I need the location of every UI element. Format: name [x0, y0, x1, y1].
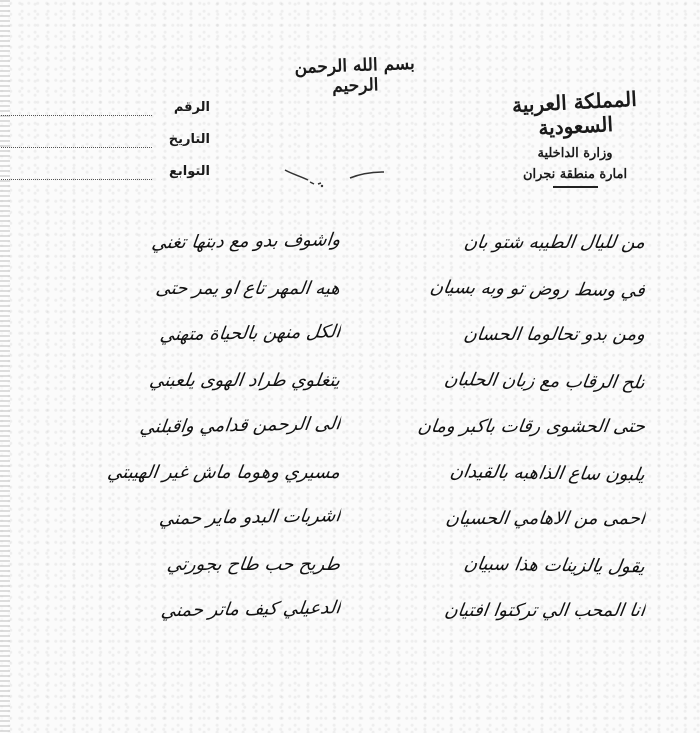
meta-dotted-line [0, 115, 152, 116]
verse-line: واشوف بدو مع دبتها تغني [150, 229, 342, 254]
verse-line: احمى من الاهامي الحسيان [444, 508, 647, 529]
verse-column-left [20, 220, 340, 634]
verse-line: اشربات البدو ماير حمني [158, 505, 342, 530]
verse-line: حتى الحشوى رقات باكبر ومان [416, 416, 647, 437]
letterhead-underline [553, 186, 598, 188]
verse-line: تلح الرقاب مع زبان الحلبان [442, 368, 647, 394]
basmala-heading: بسم الله الرحمن الرحيم [294, 53, 416, 97]
verse-line: في وسط روض تو وبه بسيان [428, 276, 647, 302]
verse-line: الدعيلي كيف ماتر حمني [159, 597, 342, 622]
scan-edge-artifact [0, 0, 10, 733]
meta-label: الرقم [173, 100, 210, 115]
meta-label: التاريخ [168, 132, 210, 147]
handwritten-mark [280, 160, 400, 195]
verse-line: الكل منهن بالحياة متهني [158, 321, 342, 346]
meta-row-number [20, 100, 210, 132]
meta-row-date [20, 132, 210, 164]
verse-line: هيه المهر تاع او يمر حتى [154, 278, 342, 299]
verse-line: يلبون ساع الذاهبه بالقيدان [448, 461, 647, 486]
letter-meta-fields [20, 100, 210, 196]
verse-line: طريح حب طاح بجورتي [165, 554, 342, 575]
verse-line: مسيري وهوما ماش غير الهيبتي [105, 462, 342, 483]
ministry-name: وزارة الداخلية [537, 146, 613, 161]
verse-column-right [360, 220, 645, 634]
verse-line: يتغلوي طراد الهوى يلعبني [147, 370, 342, 391]
meta-dotted-line [0, 179, 152, 180]
kingdom-title: المملكة العربية السعودية [511, 86, 638, 140]
verse-line: ومن بدو تحالوما الحسان [462, 324, 647, 345]
emirate-name: امارة منطقة نجران [522, 167, 628, 182]
meta-dotted-line [0, 147, 152, 148]
letterhead [490, 86, 660, 188]
meta-row-attachments [20, 164, 210, 196]
verse-line: يقول يالزينات هذا سبيان [462, 553, 647, 578]
verse-line: انا المحب الي تركتوا افتيان [443, 600, 647, 621]
verse-line: من لليال الطيبه شتو بان [462, 232, 647, 253]
verse-line: الى الرحمن قدامي واقبلني [138, 413, 342, 438]
meta-label: التوابع [168, 164, 210, 179]
